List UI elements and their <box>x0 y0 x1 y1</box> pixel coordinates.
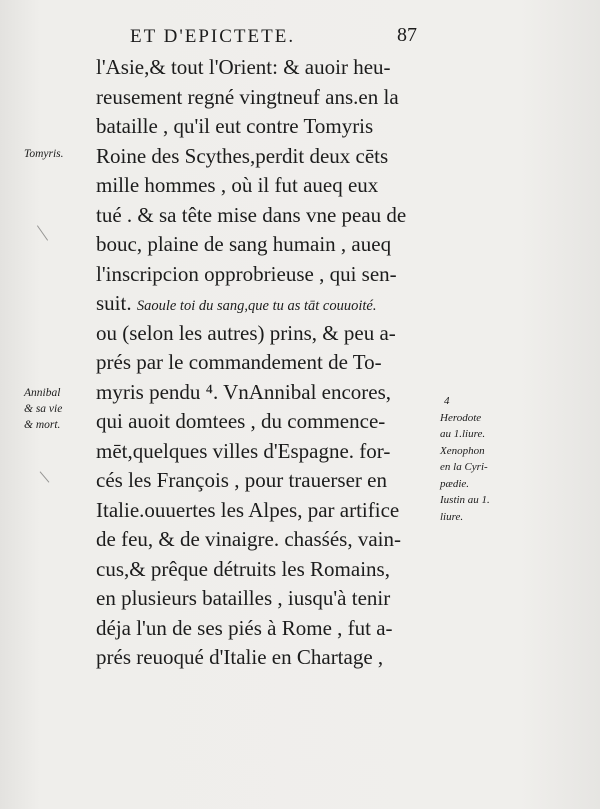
margin-note-line: en la Cyri- <box>440 461 488 473</box>
text-line: bataille , qu'il eut contre Tomyris <box>96 114 374 138</box>
text-line: Roine des Scythes,perdit deux cēts <box>96 143 389 168</box>
page-number: 87 <box>397 24 417 46</box>
text-line: ou (selon les autres) prins, & peu a- <box>96 320 396 345</box>
ink-mark <box>37 225 48 240</box>
text-line: Italie.ouuertes les Alpes, par artifice <box>96 497 400 522</box>
margin-note-line: liure. <box>440 510 464 523</box>
text-line: reusement regné vingtneuf ans.en la <box>96 84 399 109</box>
margin-note-line: Annibal <box>24 387 61 399</box>
text-line: en plusieurs batailles , iusqu'à tenir <box>96 586 391 610</box>
text-line: cus,& prêque détruits les Romains, <box>96 556 390 581</box>
text-line: prés reuoqué d'Italie en Chartage , <box>96 645 384 669</box>
text-line: déja l'un de ses piés à Rome , fut a- <box>96 615 393 640</box>
margin-note-line: Herodote <box>440 411 482 424</box>
margin-note-line: Xenophon <box>440 444 485 457</box>
text-line: prés par le commandement de To- <box>96 350 382 374</box>
margin-note-sources <box>440 393 490 525</box>
text-line: tué . & sa tête mise dans vne peau de <box>96 202 407 227</box>
margin-note-tomyris: Tomyris. <box>24 148 64 160</box>
margin-note-line: au 1.liure. <box>440 428 486 440</box>
inscription-text: Saoule toi du sang,que tu as tāt couuoité. <box>136 298 377 314</box>
footnote-marker: 4 <box>444 395 450 407</box>
text-line: suit. Saoule toi du sang,que tu as tāt couuoité. <box>96 291 377 315</box>
text-line: myris pendu ⁴. VnAnnibal encores, <box>96 379 392 404</box>
text-line: bouc, plaine de sang humain , aueq <box>96 232 392 256</box>
body-text <box>96 53 441 673</box>
text-line: l'inscripcion opprobrieuse , qui sen- <box>96 261 397 286</box>
running-title: ET D'EPICTETE. <box>130 26 296 47</box>
text-line: cés les François , pour trauerser en <box>96 468 387 492</box>
margin-note-line: & sa vie <box>24 403 63 415</box>
text-line: qui auoit domtees , du commence- <box>96 409 386 433</box>
margin-note-line: pædie. <box>440 477 470 490</box>
margin-note-line: Iustin au 1. <box>440 494 490 506</box>
text-line: mille hommes , où il fut aueq eux <box>96 173 379 197</box>
text-line: mēt,quelques villes d'Espagne. for- <box>96 438 391 463</box>
ink-mark <box>40 471 50 482</box>
margin-note-line: & mort. <box>24 419 61 431</box>
text-line: de feu, & de vinaigre. chasśés, vain- <box>96 527 401 551</box>
text-line: l'Asie,& tout l'Orient: & auoir heu- <box>96 55 391 79</box>
margin-note-annibal <box>24 385 62 433</box>
